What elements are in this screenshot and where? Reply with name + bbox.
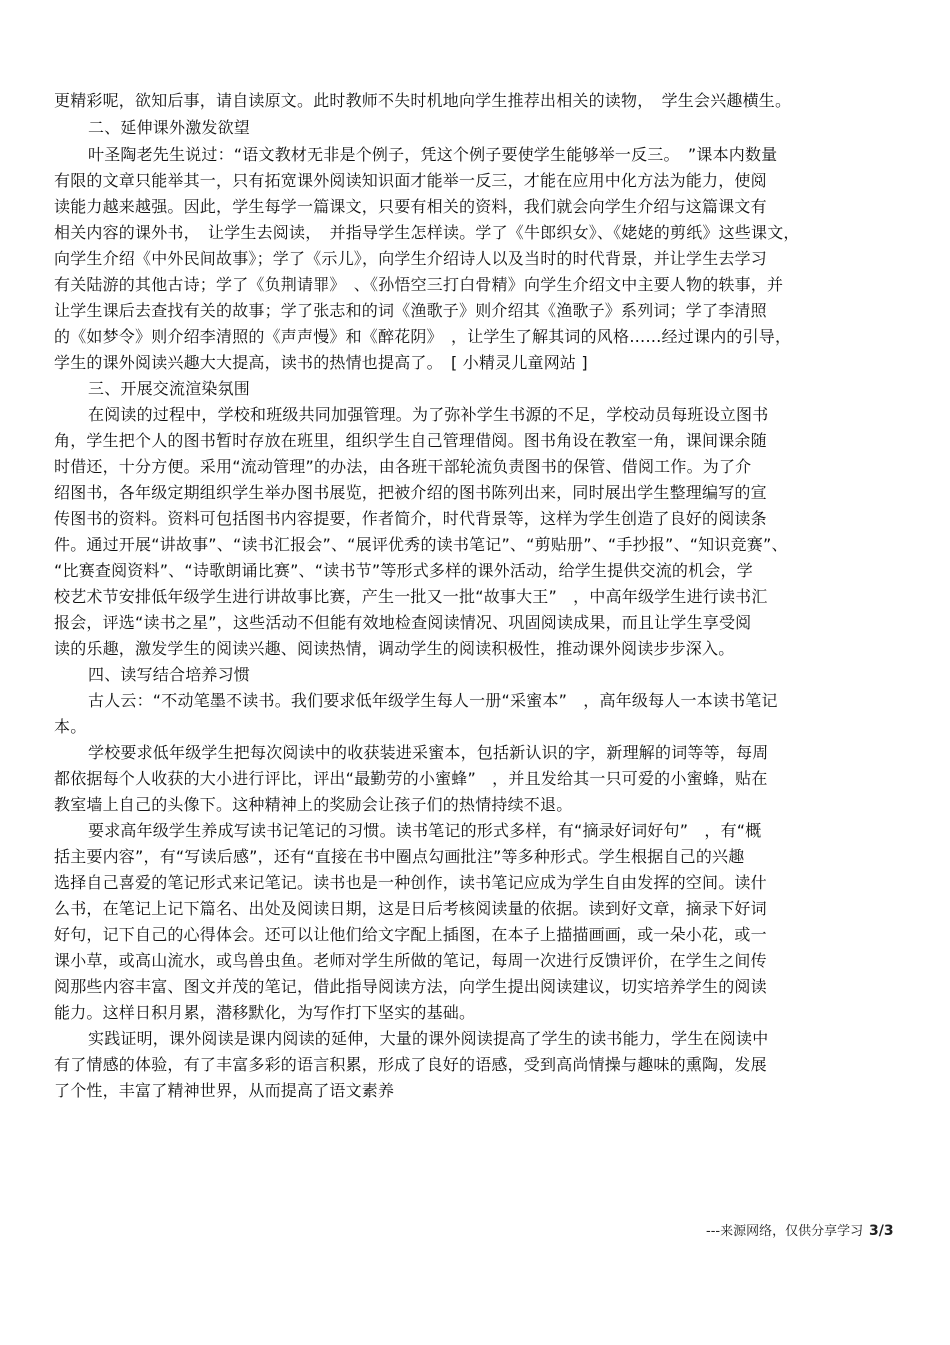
text-line: 有关陆游的其他古诗；学了《负荆请罪》 、《孙悟空三打白骨精》向学生介绍文中主要人物的轶事，并 [54, 275, 784, 294]
text-line: 学生的课外阅读兴趣大大提高，读书的热情也提高了。 [ 小精灵儿童网站 ] [54, 353, 588, 372]
text-line: 好句，记下自己的心得体会。还可以让他们给文字配上插图，在本子上描描画画，或一朵小花，或一 [54, 925, 767, 944]
text-line: 在阅读的过程中，学校和班级共同加强管理。为了弥补学生书源的不足，学校动员每班设立图书 [88, 405, 769, 424]
page-number: 3/3 [869, 1223, 894, 1239]
text-line: 古人云：“不动笔墨不读书。我们要求低年级学生每人一册“采蜜本” ，高年级每人一本读书笔记 [88, 691, 778, 710]
text-line: 读的乐趣，激发学生的阅读兴趣、阅读热情，调动学生的阅读积极性，推动课外阅读步步深入。 [54, 639, 735, 658]
text-line: 向学生介绍《中外民间故事》；学了《示儿》，向学生介绍诗人以及当时的时代背景，并让学生去学习 [54, 249, 768, 268]
text-line: 绍图书，各年级定期组织学生举办图书展览，把被介绍的图书陈列出来，同时展出学生整理编写的宣 [54, 483, 767, 502]
text-line: 课小草，或高山流水，或鸟兽虫鱼。老师对学生所做的笔记，每周一次进行反馈评价，在学生之间传 [54, 951, 767, 970]
text-line: 能力。这样日积月累，潜移默化，为写作打下坚实的基础。 [54, 1003, 476, 1022]
text-line: 传图书的资料。资料可包括图书内容提要，作者简介，时代背景等，这样为学生创造了良好的阅读条 [54, 509, 767, 528]
text-line: 让学生课后去查找有关的故事；学了张志和的词《渔歌子》则介绍其《渔歌子》系列词；学了李清照 [54, 301, 767, 320]
text-line: 时借还，十分方便。采用“流动管理”的办法，由各班干部轮流负责图书的保管、借阅工作。为了介 [54, 457, 752, 476]
text-line: 有限的文章只能举其一，只有拓宽课外阅读知识面才能举一反三，才能在应用中化方法为能力，使阅 [54, 171, 767, 190]
text-line: 有了情感的体验，有了丰富多彩的语言积累，形成了良好的语感，受到高尚情操与趣味的熏陶，发展 [54, 1055, 767, 1074]
text-line: 实践证明，课外阅读是课内阅读的延伸，大量的课外阅读提高了学生的读书能力，学生在阅读中 [88, 1029, 769, 1048]
text-line: 学校要求低年级学生把每次阅读中的收获装进采蜜本，包括新认识的字，新理解的词等等，每周 [88, 743, 769, 762]
text-line: 校艺术节安排低年级学生进行讲故事比赛，产生一批又一批“故事大王” ，中高年级学生进行读书汇 [54, 587, 768, 606]
section-heading: 三、开展交流渲染氛围 [88, 379, 251, 398]
text-line: 括主要内容”，有“写读后感”，还有“直接在书中圈点勾画批注”等多种形式。学生根据自己的兴趣 [54, 847, 745, 866]
text-line: 件。通过开展“讲故事”、“读书汇报会”、“展评优秀的读书笔记”、“剪贴册”、“手抄报”、“知识竞赛”、 [54, 535, 788, 554]
text-line: 阅那些内容丰富、图文并茂的笔记，借此指导阅读方法，向学生提出阅读建议，切实培养学生的阅读 [54, 977, 767, 996]
section-heading: 二、延伸课外激发欲望 [88, 118, 251, 137]
text-line: 了个性，丰富了精神世界，从而提高了语文素养 [54, 1081, 395, 1100]
text-line: 要求高年级学生养成写读书记笔记的习惯。读书笔记的形式多样，有“摘录好词好句” ，有“概 [88, 821, 762, 840]
text-line: 本。 [54, 717, 87, 736]
text-line: 么书，在笔记上记下篇名、出处及阅读日期，这是日后考核阅读量的依据。读到好文章，摘录下好词 [54, 899, 767, 918]
text-line: 报会，评选“读书之星”，这些活动不但能有效地检查阅读情况、巩固阅读成果，而且让学生享受阅 [54, 613, 752, 632]
footer-source-note: ---来源网络，仅供分享学习 [706, 1224, 864, 1239]
text-line: 更精彩呢，欲知后事，请自读原文。此时教师不失时机地向学生推荐出相关的读物， 学生会兴趣横生。 [54, 91, 792, 110]
text-line: 角，学生把个人的图书暂时存放在班里，组织学生自己管理借阅。图书角设在教室一角，课间课余随 [54, 431, 767, 450]
text-line: 叶圣陶老先生说过：“语文教材无非是个例子，凭这个例子要使学生能够举一反三。 ”课本内数量 [88, 145, 778, 164]
text-line: 选择自己喜爱的笔记形式来记笔记。读书也是一种创作，读书笔记应成为学生自由发挥的空间。读什 [54, 873, 767, 892]
text-line: 教室墙上自己的头像下。这种精神上的奖励会让孩子们的热情持续不退。 [54, 795, 573, 814]
text-line: 的《如梦令》则介绍李清照的《声声慢》和《醉花阴》 ，让学生了解其词的风格……经过课内的引导， [54, 327, 792, 346]
text-line: “比赛查阅资料”、“诗歌朗诵比赛”、“读书节”等形式多样的课外活动，给学生提供交流的机会，学 [54, 561, 753, 580]
text-line: 读能力越来越强。因此，学生每学一篇课文，只要有相关的资料，我们就会向学生介绍与这篇课文有 [54, 197, 767, 216]
text-line: 都依据每个人收获的大小进行评比，评出“最勤劳的小蜜蜂” ，并且发给其一只可爱的小蜜蜂，贴在 [54, 769, 768, 788]
section-heading: 四、读写结合培养习惯 [88, 665, 251, 684]
text-line: 相关内容的课外书， 让学生去阅读， 并指导学生怎样读。学了《牛郎织女》、《姥姥的剪纸》这些课文， [54, 223, 800, 242]
